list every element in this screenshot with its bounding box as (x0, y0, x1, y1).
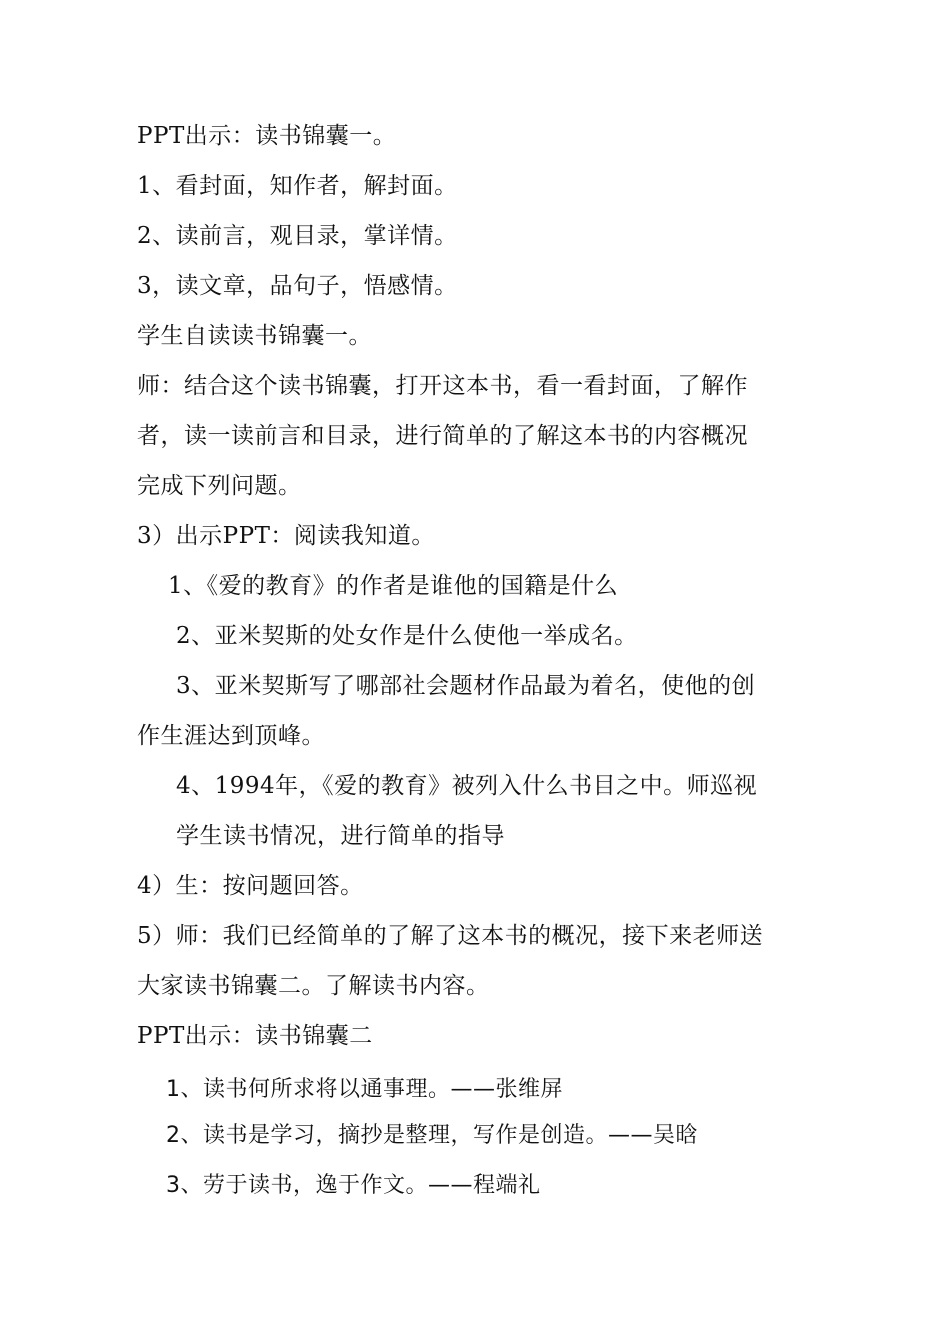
question-line: 学生读书情况，进行简单的指导 (176, 823, 505, 849)
quote-line: 1、读书何所求将以通事理。——张维屏 (166, 1077, 563, 1102)
question-line: 1、《爱的教育》的作者是谁他的国籍是什么 (168, 573, 619, 599)
text-line: PPT出示：读书锦囊二 (137, 1023, 373, 1049)
text-line: 完成下列问题。 (137, 473, 302, 499)
text-line: 5）师：我们已经简单的了解了这本书的概况，接下来老师送 (137, 923, 764, 949)
text-line: 3）出示PPT：阅读我知道。 (137, 523, 435, 549)
text-line: 3，读文章，品句子，悟感情。 (137, 273, 458, 299)
text-line: 作生涯达到顶峰。 (137, 723, 325, 749)
quote-line: 2、读书是学习，摘抄是整理，写作是创造。——吴晗 (166, 1123, 698, 1148)
text-line: 2、读前言，观目录，掌详情。 (137, 223, 458, 249)
text-line: PPT出示：读书锦囊一。 (137, 123, 397, 149)
text-line: 者，读一读前言和目录，进行简单的了解这本书的内容概况 (137, 423, 748, 449)
text-line: 4）生：按问题回答。 (137, 873, 364, 899)
question-line: 4、1994年，《爱的教育》被列入什么书目之中。师巡视 (176, 773, 758, 799)
text-line: 1、看封面，知作者，解封面。 (137, 173, 458, 199)
text-line: 师：结合这个读书锦囊，打开这本书，看一看封面，了解作 (137, 373, 748, 399)
text-line: 学生自读读书锦囊一。 (137, 323, 372, 349)
question-line: 2、亚米契斯的处女作是什么使他一举成名。 (176, 623, 638, 649)
quote-line: 3、劳于读书，逸于作文。——程端礼 (166, 1173, 541, 1198)
text-line: 大家读书锦囊二。了解读书内容。 (137, 973, 490, 999)
question-line: 3、亚米契斯写了哪部社会题材作品最为着名，使他的创 (176, 673, 756, 699)
